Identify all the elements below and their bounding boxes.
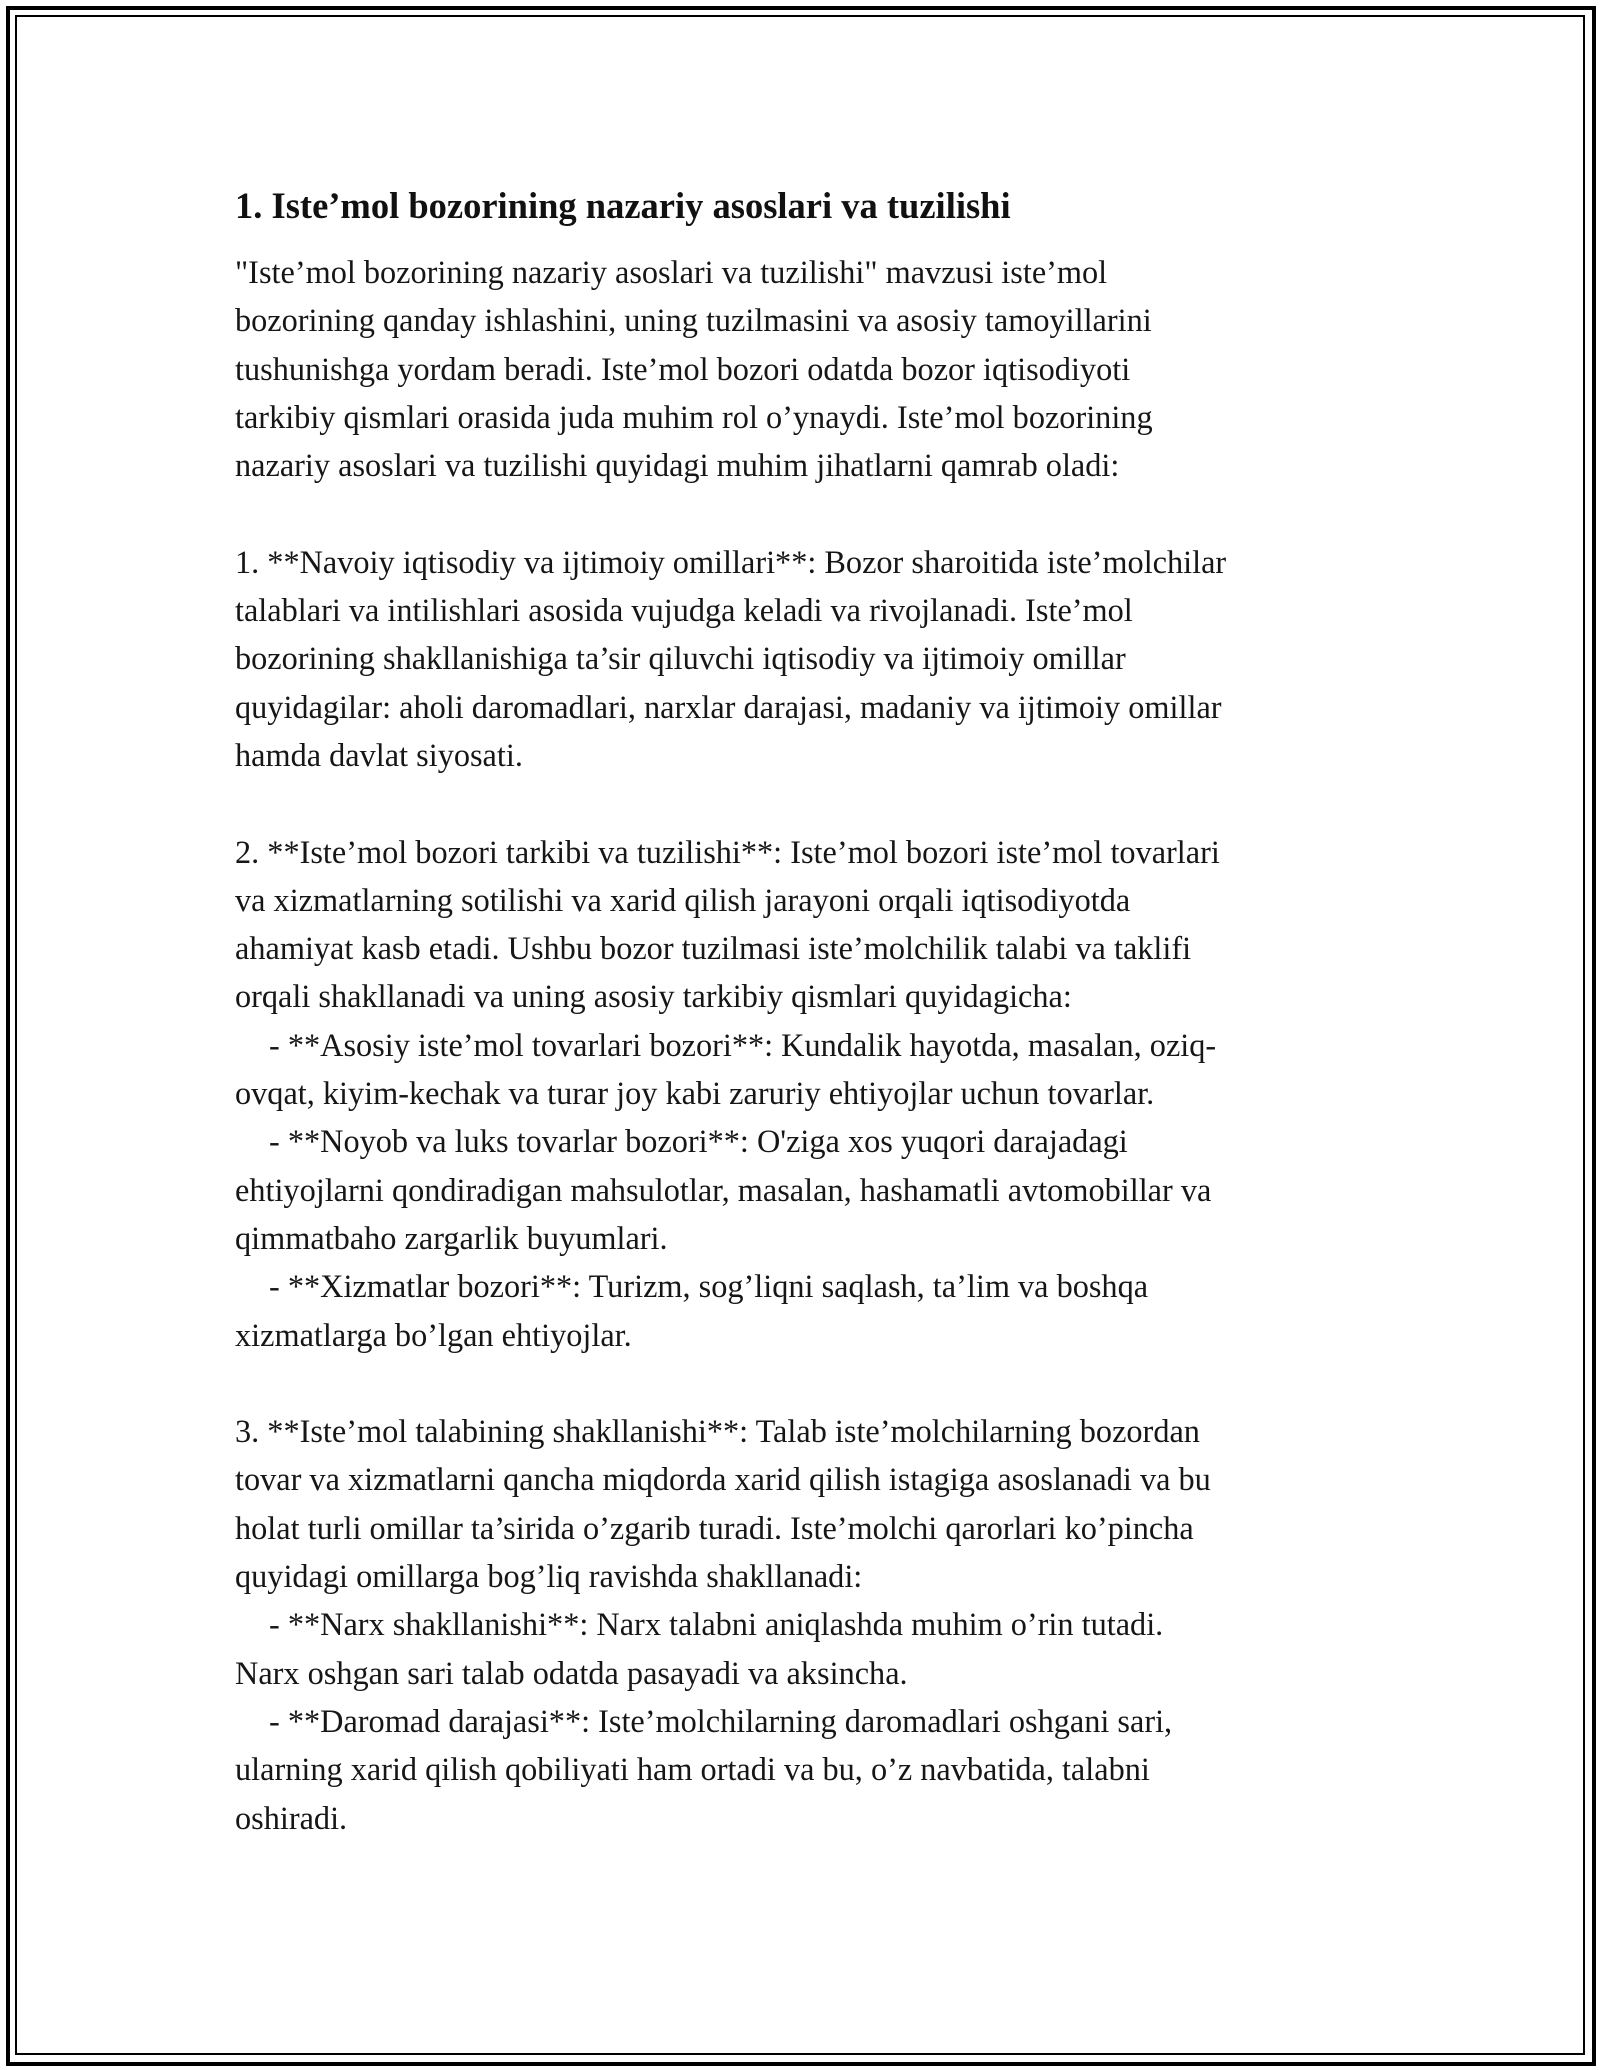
paragraph-line: "Iste’mol bozorining nazariy asoslari va tuzilishi" mavzusi iste’mol [235, 254, 1108, 290]
paragraph-line: oshiradi. [235, 1799, 348, 1836]
paragraph-line: orqali shakllanadi va uning asosiy tarkibiy qismlari quyidagicha: [235, 978, 1072, 1015]
paragraph-line: talablari va intilishlari asosida vujudga keladi va rivojlanadi. Iste’mol [235, 592, 1133, 629]
paragraph-line: Narx oshgan sari talab odatda pasayadi va aksincha. [235, 1654, 908, 1691]
paragraph-line: 2. **Iste’mol bozori tarkibi va tuzilishi**: Iste’mol bozori iste’mol tovarlari [235, 833, 1220, 870]
paragraph-4 [235, 1407, 1375, 1842]
paragraph-line: qimmatbaho zargarlik buyumlari. [235, 1219, 668, 1256]
section-heading: 1. Iste’mol bozorining nazariy asoslari va tuzilishi [235, 185, 1011, 226]
paragraph-line: ahamiyat kasb etadi. Ushbu bozor tuzilmasi iste’molchilik talabi va taklifi [235, 930, 1192, 967]
paragraph-line: 1. **Navoiy iqtisodiy va ijtimoiy omillari**: Bozor sharoitida iste’molchilar [235, 543, 1227, 580]
paragraph-line: - **Narx shakllanishi**: Narx talabni aniqlashda muhim o’rin tutadi. [269, 1606, 1164, 1643]
paragraph-line: bozorining shakllanishiga ta’sir qiluvchi iqtisodiy va ijtimoiy omillar [235, 640, 1126, 677]
paragraph-list [235, 248, 1375, 1842]
paragraph-line: ularning xarid qilish qobiliyati ham ortadi va bu, o’z navbatida, talabni [235, 1751, 1150, 1788]
paragraph-line: ovqat, kiyim-kechak va turar joy kabi zaruriy ehtiyojlar uchun tovarlar. [235, 1075, 1155, 1112]
paragraph-line: xizmatlarga bo’lgan ehtiyojlar. [235, 1316, 632, 1353]
paragraph-line: tarkibiy qismlari orasida juda muhim rol o’ynaydi. Iste’mol bozorining [235, 398, 1153, 435]
paragraph-line: tovar va xizmatlarni qancha miqdorda xarid qilish istagiga asoslanadi va bu [235, 1461, 1211, 1498]
paragraph-line: holat turli omillar ta’sirida o’zgarib turadi. Iste’molchi qarorlari ko’pincha [235, 1509, 1194, 1546]
paragraph-3 [235, 828, 1375, 1359]
paragraph-line: hamda davlat siyosati. [235, 736, 523, 773]
paragraph-line: - **Daromad darajasi**: Iste’molchilarning daromadlari oshgani sari, [269, 1702, 1173, 1739]
paragraph-line: - **Noyob va luks tovarlar bozori**: O'ziga xos yuqori darajadagi [269, 1123, 1128, 1160]
paragraph-line: bozorining qanday ishlashini, uning tuzilmasini va asosiy tamoyillarini [235, 302, 1152, 339]
paragraph-line: quyidagilar: aholi daromadlari, narxlar darajasi, madaniy va ijtimoiy omillar [235, 688, 1222, 725]
paragraph-2 [235, 538, 1375, 779]
paragraph-line: - **Xizmatlar bozori**: Turizm, sog’liqni saqlash, ta’lim va boshqa [269, 1268, 1149, 1305]
paragraph-line: quyidagi omillarga bog’liq ravishda shakllanadi: [235, 1558, 863, 1595]
document-body [235, 184, 1375, 1890]
paragraph-1 [235, 248, 1375, 489]
paragraph-line: va xizmatlarning sotilishi va xarid qilish jarayoni orqali iqtisodiyotda [235, 881, 1131, 918]
paragraph-line: ehtiyojlarni qondiradigan mahsulotlar, masalan, hashamatli avtomobillar va [235, 1171, 1212, 1208]
paragraph-line: - **Asosiy iste’mol tovarlari bozori**: Kundalik hayotda, masalan, oziq- [269, 1026, 1217, 1063]
paragraph-line: 3. **Iste’mol talabining shakllanishi**: Talab iste’molchilarning bozordan [235, 1413, 1200, 1450]
paragraph-line: tushunishga yordam beradi. Iste’mol bozori odatda bozor iqtisodiyoti [235, 350, 1131, 387]
paragraph-line: nazariy asoslari va tuzilishi quyidagi muhim jihatlarni qamrab oladi: [235, 447, 1120, 484]
